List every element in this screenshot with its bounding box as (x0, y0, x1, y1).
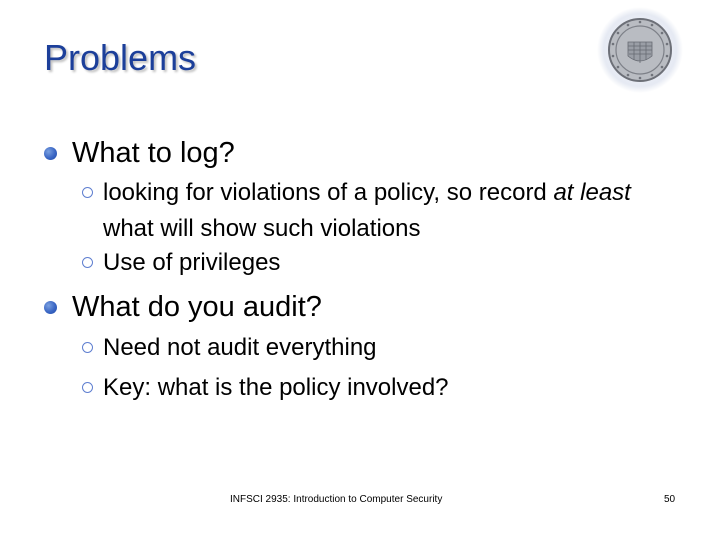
slide-title: Problems (44, 37, 197, 78)
slide-footer: INFSCI 2935: Introduction to Computer Security (230, 494, 443, 505)
bullet-dot-icon (44, 301, 57, 314)
sub-bullet-text: Key: what is the policy involved? (103, 374, 449, 401)
sub-bullet-text: looking for violations of a policy, so record at least what will show such violations (103, 179, 631, 242)
sub-bullet-text: Use of privileges (103, 249, 281, 276)
hollow-bullet-icon (82, 187, 93, 198)
hollow-bullet-icon (82, 382, 93, 393)
university-seal-logo (596, 6, 684, 94)
bullet-text: What to log? (72, 137, 235, 169)
hollow-bullet-icon (82, 342, 93, 353)
bullet-text: What do you audit? (72, 291, 322, 323)
bullet-dot-icon (44, 147, 57, 160)
hollow-bullet-icon (82, 257, 93, 268)
sub-bullet-text: Need not audit everything (103, 334, 377, 361)
page-number: 50 (664, 494, 676, 505)
